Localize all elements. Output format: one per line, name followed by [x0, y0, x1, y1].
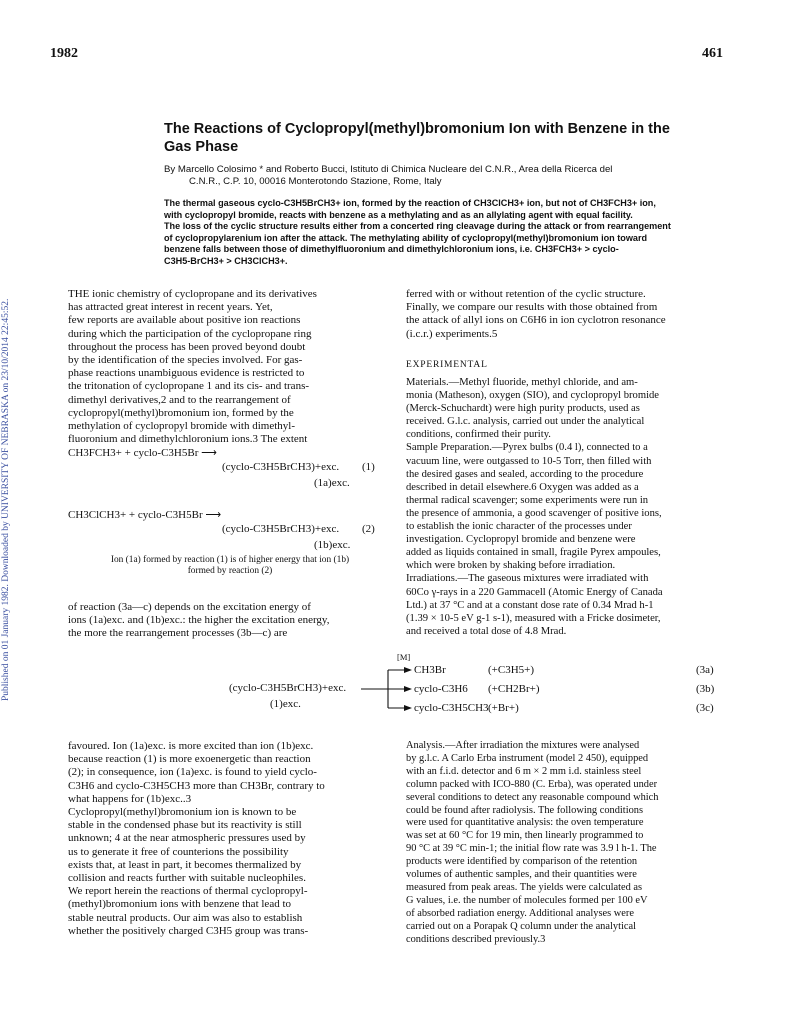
equation-1-reactants: CH3FCH3+ + cyclo-C3H5Br ⟶ [68, 447, 217, 459]
text-line: methylation of cyclopropyl bromide with dimethyl- [68, 420, 295, 433]
affiliation-line: C.N.R., C.P. 10, 00016 Monterotondo Stazione, Rome, Italy [189, 176, 442, 187]
text-line: of absorbed radiation energy. Additional analyses were [406, 907, 634, 919]
text-line: 90 °C at 39 °C min-1; the initial flow rate was 3.9 l h-1. The [406, 843, 657, 855]
text-line: thermal radical scavenger; some experiments were run in [406, 494, 649, 506]
scheme-byproduct-3a: (+C3H5+) [488, 664, 535, 676]
text-line: 60Co γ-rays in a 220 Gammacell (Atomic Energy of Canada [406, 586, 663, 598]
caption-line: formed by reaction (2) [187, 566, 273, 577]
text-line: has attracted great interest in recent years. Yet, [68, 301, 273, 314]
experimental-heading: EXPERIMENTAL [406, 360, 488, 370]
text-line: whether the positively charged C3H5 group was trans- [68, 924, 309, 937]
text-line: C3H6 and cyclo-C3H5CH3 more than CH3Br, contrary to [68, 779, 325, 792]
text-line: column packed with ICO-880 (C. Erba), was operated under [406, 778, 658, 790]
title-line: Gas Phase [164, 139, 239, 155]
text-line: ferred with or without retention of the cyclic structure. [406, 288, 646, 300]
text-line: fluoronium and dimethylchloronium ions.3 The extent [68, 433, 308, 446]
abstract-line: benzene falls between those of dimethylfluoronium and dimethylchloronium ions, i.e. CH3FCH3+ > cyclo- [164, 244, 619, 255]
text-line: described in detail elsewhere.6 Oxygen was added as a [406, 481, 639, 493]
text-line: phase reactions unambiguous evidence is restricted to [68, 367, 305, 380]
scheme-product-3b: cyclo-C3H6 [414, 683, 468, 695]
text-line: Analysis.—After irradiation the mixtures were analysed [406, 740, 640, 751]
download-stamp: Published on 01 January 1982. Downloaded by UNIVERSITY OF NEBRASKA on 23/10/2014 22:45:52. [1, 298, 11, 702]
scheme-product-3a: CH3Br [414, 664, 446, 676]
authors-line: By Marcello Colosimo * and Roberto Bucci, Istituto di Chimica Nucleare del C.N.R., Area della Ricerca del [164, 164, 613, 175]
title-line: The Reactions of Cyclopropyl(methyl)bromonium Ion with Benzene in the [164, 121, 670, 137]
text-line: G values, i.e. the number of molecules formed per 100 eV [406, 894, 648, 906]
text-line: collision and reacts further with suitable nucleophiles. [68, 872, 306, 885]
text-line: (2); in consequence, ion (1a)exc. is found to yield cyclo- [68, 766, 317, 779]
text-line: by g.l.c. A Carlo Erba instrument (model 2 450), equipped [406, 752, 649, 764]
right-column-intro [406, 288, 728, 341]
text-line: Cyclopropyl(methyl)bromonium ion is known to be [68, 806, 297, 819]
text-line: ions (1a)exc. and (1b)exc.: the higher the excitation energy, [68, 614, 330, 627]
text-line: stable neutral products. Our aim was also to establish [68, 911, 303, 924]
scheme-number-3a: (3a) [696, 664, 714, 676]
text-line: and received a total dose of 4.8 Mrad. [406, 625, 567, 637]
text-line: THE ionic chemistry of cyclopropane and its derivatives [68, 288, 317, 300]
text-line: the tritonation of cyclopropane 1 and its cis- and trans- [68, 380, 310, 393]
text-line: conditions described previously.3 [406, 933, 546, 945]
text-line: received. G.l.c. analysis, carried out under the analytical [406, 416, 645, 428]
text-line: monia (Matheson), oxygen (SIO), and cyclopropyl bromide [406, 390, 660, 402]
text-line: the more the rearrangement processes (3b—c) are [68, 627, 288, 640]
text-line: the desired gases and sealed, according to the procedure [406, 468, 644, 480]
text-line: Sample Preparation.—Pyrex bulbs (0.4 l), connected to a [406, 442, 648, 454]
text-line: volumes of authentic samples, and their quantities were [406, 869, 637, 881]
text-line: dimethyl derivatives,2 and to the rearrangement of [68, 393, 291, 406]
text-line: (methyl)bromonium ions with benzene that lead to [68, 898, 292, 911]
article-title [164, 120, 734, 156]
text-line: conditions, confirmed their purity. [406, 429, 551, 441]
scheme-arrows [360, 664, 416, 714]
text-line: with an f.i.d. detector and 6 m × 2 mm i.d. stainless steel [406, 765, 642, 777]
text-line: of reaction (3a—c) depends on the excitation energy of [68, 601, 311, 613]
text-line: during which the participation of the cyclopropane ring [68, 327, 312, 340]
text-line: because reaction (1) is more exoenergetic than reaction [68, 753, 311, 766]
text-line: was set at 60 °C for 19 min, then linearly programmed to [406, 830, 644, 842]
text-line: Materials.—Methyl fluoride, methyl chloride, and am- [406, 377, 638, 388]
abstract-line: with cyclopropyl bromide, reacts with benzene as a methylating and as an allylating agent with equal facility. [164, 209, 633, 220]
equation-2-label: (1b)exc. [314, 539, 351, 551]
abstract-line: The loss of the cyclic structure results either from a concerted ring cleavage during the attack or from rearrangement [164, 221, 671, 232]
text-line: several conditions to detect any reasonable compound which [406, 791, 659, 803]
scheme-number-3b: (3b) [696, 683, 715, 695]
equation-1-number: (1) [362, 461, 375, 473]
scheme-reactant-label: (1)exc. [270, 698, 301, 710]
text-line: unknown; 4 at the near atmospheric pressures used by [68, 832, 306, 845]
page-number: 461 [702, 46, 723, 61]
text-line: (1.39 × 10-5 eV g-1 s-1), measured with a Fricke dosimeter, [406, 612, 661, 624]
abstract-line: The thermal gaseous cyclo-C3H5BrCH3+ ion, formed by the reaction of CH3ClCH3+ ion, but not of CH3FCH3+ ion, [164, 198, 656, 208]
text-line: Ltd.) at 37 °C and at a constant dose rate of 0.34 Mrad h-1 [406, 599, 654, 611]
text-line: cyclopropyl(methyl)bromonium ion, formed by the [68, 406, 294, 419]
text-line: Irradiations.—The gaseous mixtures were irradiated with [406, 573, 649, 585]
right-column-experimental [406, 376, 728, 638]
left-column-intro [68, 288, 390, 446]
text-line: (i.c.r.) experiments.5 [406, 327, 498, 340]
scheme-byproduct-3b: (+CH2Br+) [488, 683, 540, 695]
text-line: could be found after radiolysis. The following conditions [406, 804, 644, 816]
text-line: were used for quantitative analysis: the oven temperature [406, 817, 644, 829]
text-line: We report herein the reactions of thermal cyclopropyl- [68, 885, 308, 898]
left-column-discussion [68, 740, 390, 938]
equation-2-number: (2) [362, 523, 375, 535]
text-line: few reports are available about positive ion reactions [68, 314, 301, 327]
abstract-line: C3H5-BrCH3+ > CH3ClCH3+. [164, 255, 288, 266]
left-column-after-equations [68, 601, 390, 641]
text-line: us to generate it free of counterions the possibility [68, 845, 289, 858]
text-line: favoured. Ion (1a)exc. is more excited than ion (1b)exc. [68, 740, 314, 752]
equation-caption [76, 555, 384, 578]
text-line: throughout the process has been proved beyond doubt [68, 340, 306, 353]
text-line: (Merck-Schuchardt) were high purity products, used as [406, 403, 640, 415]
text-line: investigation. Cyclopropyl bromide and benzene were [406, 534, 636, 546]
text-line: measured from peak areas. The yields were calculated as [406, 881, 643, 893]
year-header: 1982 [50, 46, 78, 61]
text-line: vacuum line, were outgassed to 10-5 Torr, then filled with [406, 455, 652, 467]
text-line: carried out on a Porapak Q column under the analytical [406, 920, 636, 932]
abstract [164, 198, 734, 268]
right-column-analysis [406, 740, 728, 947]
text-line: stable in the condensed phase but its reactivity is still [68, 819, 302, 832]
equation-1-label: (1a)exc. [314, 477, 350, 489]
text-line: the attack of allyl ions on C6H6 in ion cyclotron resonance [406, 314, 666, 327]
scheme-reactant: (cyclo-C3H5BrCH3)+exc. [229, 682, 347, 694]
text-line: what happens for (1b)exc..3 [68, 792, 192, 805]
scheme-product-3c: cyclo-C3H5CH3 [414, 702, 489, 714]
text-line: to establish the ionic character of the processes under [406, 521, 632, 533]
text-line: exists that, at least in part, it becomes thermalized by [68, 858, 302, 871]
abstract-line: of cyclopropylarenium ion after the attack. The methylating ability of cyclopropyl(methyl)bromonium ion toward [164, 232, 648, 243]
equation-1-product: (cyclo-C3H5BrCH3)+exc. [222, 461, 340, 473]
equation-2-reactants: CH3ClCH3+ + cyclo-C3H5Br ⟶ [68, 509, 222, 521]
text-line: products were identified by comparison of the retention [406, 856, 638, 868]
text-line: added as liquids contained in small, fragile Pyrex ampoules, [406, 547, 661, 559]
scheme-byproduct-3c: (+Br+) [488, 702, 519, 714]
text-line: Finally, we compare our results with those obtained from [406, 301, 658, 314]
caption-line: Ion (1a) formed by reaction (1) is of higher energy that ion (1b) [110, 555, 350, 565]
text-line: which were broken by shaking before irradiation. [406, 560, 616, 572]
text-line: by the identification of the species involved. For gas- [68, 354, 303, 367]
text-line: the presence of ammonia, a good scavenger of positive ions, [406, 507, 662, 519]
equation-2-product: (cyclo-C3H5BrCH3)+exc. [222, 523, 340, 535]
scheme-catalyst: [M] [397, 652, 411, 662]
scheme-number-3c: (3c) [696, 702, 714, 714]
author-affiliation [164, 164, 734, 188]
